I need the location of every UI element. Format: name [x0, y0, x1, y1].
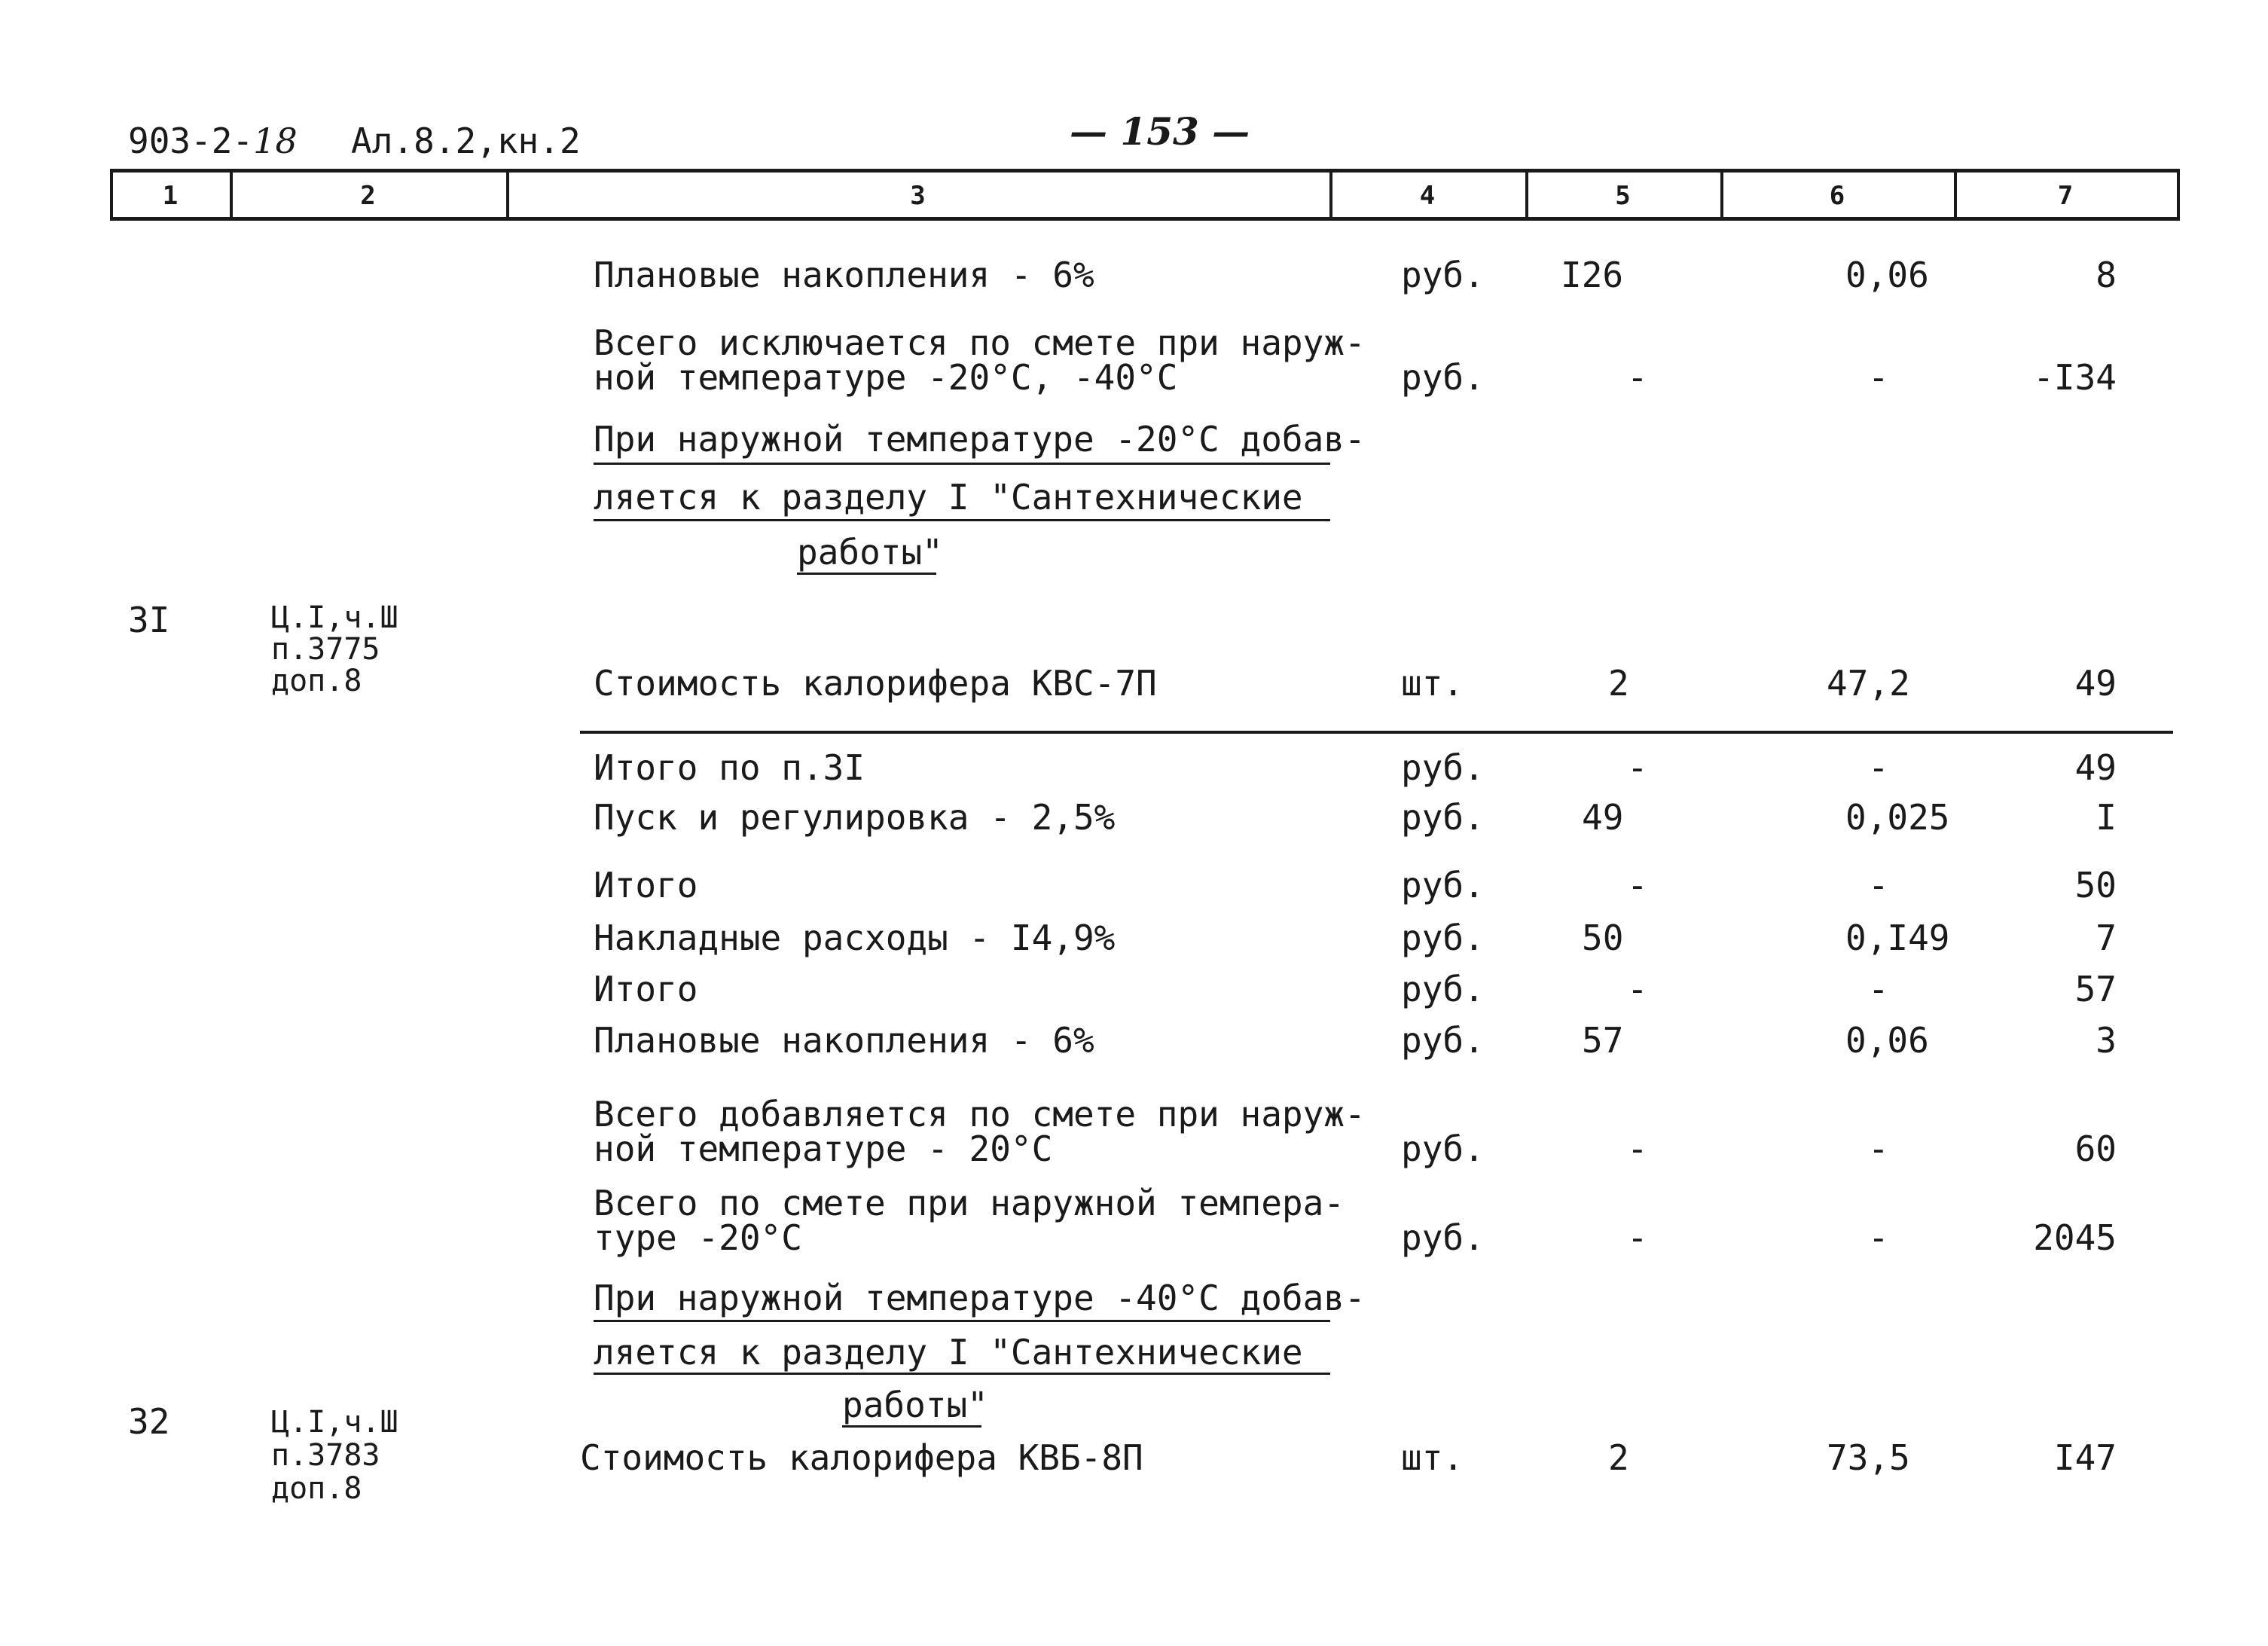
row-unit: руб. [1401, 747, 1485, 788]
row-price: - [1868, 865, 1889, 905]
row-description: Всего добавляется по смете при наруж- [594, 1094, 1366, 1134]
row-unit: руб. [1401, 797, 1485, 838]
row-unit: руб. [1401, 255, 1485, 295]
row-total: 57 [2074, 969, 2117, 1009]
row-price: 47,2 [1827, 663, 1910, 704]
row-price: - [1868, 1217, 1889, 1258]
row-price: - [1868, 1128, 1889, 1169]
column-number: 4 [1419, 181, 1436, 211]
row-unit: руб. [1401, 357, 1485, 398]
row-price: - [1868, 969, 1889, 1009]
row-quantity: - [1627, 357, 1648, 398]
column-number: 5 [1615, 181, 1631, 211]
row-price: 0,06 [1845, 255, 1929, 295]
row-price: 73,5 [1827, 1437, 1910, 1478]
row-unit: руб. [1401, 1128, 1485, 1169]
column-number: 3 [910, 181, 926, 211]
row-unit: руб. [1401, 918, 1485, 958]
row-description: Всего исключается по смете при наруж- [594, 322, 1366, 363]
row-price: - [1868, 747, 1889, 788]
row-quantity: 2 [1608, 1437, 1629, 1478]
column-number: 1 [162, 181, 179, 211]
row-description: Плановые накопления - 6% [594, 255, 1094, 295]
row-quantity: - [1627, 969, 1648, 1009]
row-quantity: - [1627, 1128, 1648, 1169]
row-total: 60 [2074, 1128, 2117, 1169]
row-unit: шт. [1401, 663, 1464, 704]
row-total: 7 [2096, 918, 2117, 958]
column-number: 6 [1829, 181, 1845, 211]
document-page: 903-2-18 Ал.8.2,кн.2 — 153 — 1 2 3 4 5 6 7 Плановые накопления - 6% руб. I26 0,06 8 Всего исключается по смете при наруж- ной температуре -20°С, -40°С руб. - - -I34 При наружной температуре -20°С добав- ляется к разделу I "Сантехнические работы" 3I Ц.I,ч.Ш п.3775 доп.8 Стоимость калорифера КВС-7П шт. 2 47,2 49 Итого по п.3I руб. - - 49 Пуск и регулировка - 2,5% руб. 49 0,025 I Итого руб. - - 50 Накладные расходы - I4,9% руб. 50 0,I49 7 Итого руб. - - 57 Плановые накопления - 6% руб. 57 0,06 3 Всего добавляется по смете при наруж- ной температуре - 20°С руб. - - 60 Всего по смете при наружной темпера- туре -20°С руб. - - 2045 При наружной температуре -40°С добав- ляется к разделу I "Сантехнические работы" 32 Ц.I,ч.Ш п.3783 доп.8 Стоимость калорифера КВБ-8П шт. 2 73,5 I47 [0, 0, 2268, 1646]
row-number: 3I [128, 600, 170, 640]
row-reference: доп.8 [271, 1471, 362, 1506]
row-description: Итого [594, 865, 698, 905]
row-total: I [2096, 797, 2117, 838]
row-total: 2045 [2033, 1217, 2117, 1258]
row-unit: шт. [1401, 1437, 1464, 1478]
row-total: 49 [2074, 663, 2117, 704]
row-quantity: - [1627, 1217, 1648, 1258]
row-quantity: 49 [1582, 797, 1624, 838]
row-price: 0,I49 [1845, 918, 1950, 958]
row-quantity: 2 [1608, 663, 1629, 704]
row-reference: доп.8 [271, 664, 362, 698]
row-reference: п.3775 [271, 632, 380, 667]
row-description: Стоимость калорифера КВБ-8П [580, 1437, 1143, 1478]
row-reference: п.3783 [271, 1438, 380, 1473]
row-unit: руб. [1401, 865, 1485, 905]
column-number: 2 [360, 181, 376, 211]
row-description: Накладные расходы - I4,9% [594, 918, 1116, 958]
row-quantity: - [1627, 747, 1648, 788]
row-unit: руб. [1401, 1020, 1485, 1061]
page-number: — 153 — [1070, 109, 1250, 154]
row-reference: Ц.I,ч.Ш [271, 1405, 398, 1440]
row-price: 0,06 [1845, 1020, 1929, 1061]
row-description: ной температуре -20°С, -40°С [594, 357, 1178, 398]
row-total: 3 [2096, 1020, 2117, 1061]
row-description: Плановые накопления - 6% [594, 1020, 1094, 1061]
row-description: Пуск и регулировка - 2,5% [594, 797, 1116, 838]
row-price: 0,025 [1845, 797, 1950, 838]
row-total: -I34 [2033, 357, 2117, 398]
row-description: туре -20°С [594, 1217, 802, 1258]
row-total: 49 [2074, 747, 2117, 788]
row-description: Итого [594, 969, 698, 1009]
row-description: Итого по п.3I [594, 747, 865, 788]
row-unit: руб. [1401, 969, 1485, 1009]
row-total: 8 [2096, 255, 2117, 295]
row-description: Стоимость калорифера КВС-7П [594, 663, 1157, 704]
row-quantity: - [1627, 865, 1648, 905]
subtotal-divider [580, 731, 2173, 734]
row-quantity: I26 [1561, 255, 1624, 295]
row-number: 32 [128, 1401, 170, 1442]
row-description: ной температуре - 20°С [594, 1128, 1053, 1169]
row-price: - [1868, 357, 1889, 398]
row-total: I47 [2053, 1437, 2117, 1478]
row-quantity: 57 [1582, 1020, 1624, 1061]
row-total: 50 [2074, 865, 2117, 905]
document-code: 903-2-18 [128, 121, 298, 161]
column-number: 7 [2057, 181, 2074, 211]
row-unit: руб. [1401, 1217, 1485, 1258]
row-quantity: 50 [1582, 918, 1624, 958]
row-reference: Ц.I,ч.Ш [271, 600, 398, 635]
row-description: Всего по смете при наружной темпера- [594, 1183, 1345, 1223]
album-reference: Ал.8.2,кн.2 [351, 121, 581, 161]
